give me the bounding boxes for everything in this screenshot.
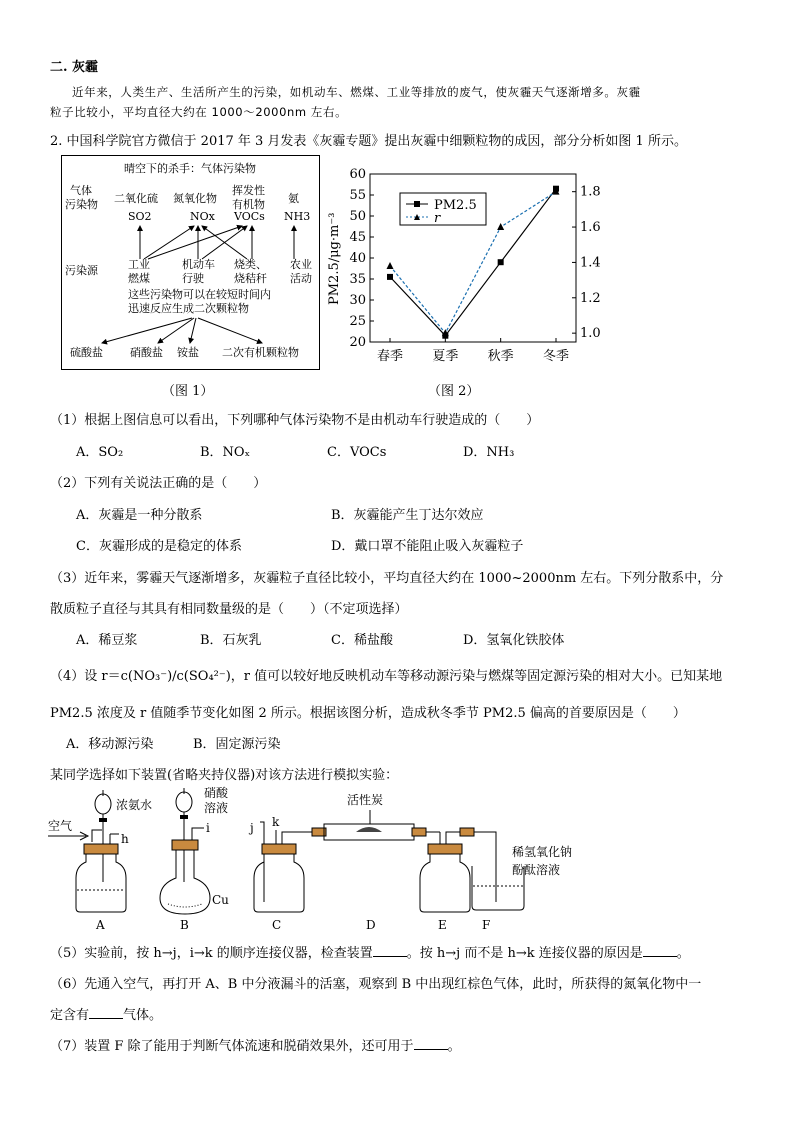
sub7-blank[interactable] [414, 1037, 448, 1050]
product-nitrate: 硝酸盐 [130, 346, 163, 359]
stopper-b [172, 840, 198, 850]
label-e: E [438, 918, 447, 932]
label-b: B [180, 918, 189, 932]
stopper-e [428, 844, 462, 854]
sub1-option-b: B．NOₓ [200, 445, 251, 460]
label-nitric-1: 硝酸 [204, 786, 229, 800]
funnel-a-bulb [95, 794, 111, 814]
figure-1 [61, 155, 320, 370]
product-sulfate: 硫酸盐 [70, 346, 103, 359]
data-point-pm25 [387, 274, 393, 280]
sub2-option-b: B．灰霾能产生丁达尔效应 [331, 508, 484, 523]
sub5-blank-2[interactable] [643, 944, 677, 957]
port-k: k [272, 815, 280, 829]
gas-label-1: 气体 [70, 184, 92, 197]
bottle-c [254, 854, 304, 912]
flask-b [160, 850, 210, 914]
gas-nox-name: 氮氧化物 [173, 192, 217, 205]
gas-label-2: 污染物 [65, 198, 98, 211]
sub3-line-1: （3）近年来，雾霾天气逐渐增多，灰霾粒子直径比较小，平均直径大约在 1000~2000nm 左右。下列分散系中，分 [50, 571, 724, 586]
question-2-text: 2. 中国科学院官方微信于 2017 年 3 月发表《灰霾专题》提出灰霾中细颗粒物的成因，部分分析如图 1 所示。 [50, 134, 687, 149]
bottle-a [76, 854, 126, 912]
y-axis-label: PM2.5/μg·m⁻³ [327, 212, 342, 305]
y-tick-label: 40 [349, 251, 366, 266]
section-title: 二. 灰霾 [50, 60, 99, 75]
port-j: j [250, 821, 254, 835]
y-tick-label: 45 [349, 230, 366, 245]
label-ammonia: 浓氨水 [116, 798, 153, 812]
y-tick-label: 25 [349, 314, 366, 329]
sub6-line-1: （6）先通入空气，再打开 A、B 中分液漏斗的活塞，观察到 B 中出现红棕色气体，此时，所获得的氮氧化物中一 [50, 977, 702, 992]
product-ammonium: 铵盐 [177, 346, 199, 359]
gas-so2-name: 二氧化硫 [114, 192, 158, 205]
formula-nox: NOx [190, 210, 215, 223]
y2-tick-label: 1.6 [580, 220, 601, 236]
experiment-intro: 某同学选择如下装置(省略夹持仪器)对该方法进行模拟实验： [50, 768, 399, 783]
sub1-option-a: A．SO₂ [76, 445, 124, 460]
label-naoh-2: 酚酞溶液 [512, 863, 561, 877]
sub3-option-c: C．稀盐酸 [331, 633, 393, 648]
legend-label-pm25: PM2.5 [434, 198, 477, 213]
connector-d-right [412, 828, 426, 836]
note-line-2: 迅速反应生成二次颗粒物 [128, 302, 249, 315]
legend-marker-pm25 [414, 201, 420, 207]
bottle-e [420, 854, 470, 912]
tube-b-out [192, 828, 204, 840]
label-cu: Cu [212, 893, 229, 907]
sub7-line [50, 1035, 461, 1054]
source-label: 污染源 [65, 264, 98, 277]
legend [400, 193, 486, 226]
intro-line-2: 粒子比较小，平均直径大约在 1000～2000nm 左右。 [50, 105, 348, 119]
y2-tick-label: 1.2 [580, 290, 601, 306]
intro-line-1: 近年来，人类生产、生活所产生的污染，如机动车、燃煤、工业等排放的废气，使灰霾天气逐渐增多。灰霾 [72, 85, 641, 99]
sub6-line-2 [50, 1004, 162, 1023]
sub5-text-2: 。按 h→j 而不是 h→k 连接仪器的原因是 [406, 946, 643, 961]
label-naoh-1: 稀氢氧化钠 [512, 845, 573, 859]
port-h: h [121, 832, 129, 846]
x-tick-label: 冬季 [542, 349, 570, 364]
label-a: A [96, 918, 105, 932]
tube-c-out [282, 832, 314, 844]
gas-nh3-name: 氨 [288, 192, 299, 205]
source-industry-1: 工业 [128, 258, 150, 271]
sub2-option-a: A．灰霾是一种分散系 [76, 508, 203, 523]
apparatus-diagram [44, 782, 604, 932]
y-tick-label: 35 [349, 272, 366, 287]
product-organic: 二次有机颗粒物 [222, 346, 299, 359]
label-c: C [272, 918, 282, 932]
data-point-r [387, 262, 394, 269]
sub7-text-1: （7）装置 F 除了能用于判断气体流速和脱硝效果外，还可用于 [50, 1039, 414, 1054]
source-burning-2: 烧秸秆 [234, 272, 267, 285]
sub1-text: （1）根据上图信息可以看出，下列哪种气体污染物不是由机动车行驶造成的（ ） [50, 413, 540, 428]
sub2-option-d: D．戴口罩不能阻止吸入灰霾粒子 [331, 539, 524, 554]
funnel-b-bulb [176, 792, 192, 812]
stopper-a [84, 844, 118, 854]
sub7-text-2: 。 [447, 1039, 461, 1054]
label-d: D [366, 918, 376, 932]
sub1-option-d: D．NH₃ [463, 445, 515, 460]
figure-1-diagram [62, 156, 319, 369]
source-burning-1: 烧类、 [234, 258, 267, 271]
sub5-text-1: （5）实验前，按 h→j，i→k 的顺序连接仪器，检查装置 [50, 946, 373, 961]
sub6-text-1: 定含有 [50, 1008, 90, 1023]
source-agri-2: 活动 [290, 272, 312, 285]
y2-tick-label: 1.8 [580, 184, 601, 200]
source-agri-1: 农业 [290, 258, 312, 271]
formula-so2: SO2 [128, 210, 152, 223]
sub5-line [50, 942, 690, 961]
sub3-option-b: B．石灰乳 [200, 633, 262, 648]
sub5-blank-1[interactable] [373, 944, 407, 957]
formula-nh3: NH3 [284, 210, 311, 223]
x-tick-label: 秋季 [487, 349, 514, 364]
figure-1-title: 晴空下的杀手：气体污染物 [124, 162, 256, 175]
sub4-option-a: A．移动源污染 [66, 737, 154, 752]
y-tick-label: 60 [349, 167, 366, 182]
sub3-option-d: D．氢氧化铁胶体 [463, 633, 565, 648]
legend-label-r: r [434, 211, 441, 226]
data-point-r [497, 223, 504, 230]
gas-vocs-name-1: 挥发性 [232, 184, 265, 197]
carbon-d [356, 827, 382, 832]
tube-f-in [474, 832, 496, 902]
y-tick-label: 20 [349, 335, 366, 350]
source-industry-2: 燃煤 [128, 272, 150, 285]
funnel-a-valve [99, 818, 107, 822]
source-vehicle-1: 机动车 [182, 258, 215, 271]
port-i: i [206, 821, 210, 835]
label-air: 空气 [48, 819, 73, 833]
x-tick-label: 春季 [376, 349, 404, 364]
y2-tick-label: 1.0 [580, 326, 601, 342]
formula-vocs: VOCs [234, 210, 265, 223]
y2-tick-label: 1.4 [580, 255, 601, 271]
figure-2-chart [322, 160, 622, 380]
sub4-line-2: PM2.5 浓度及 r 值随季节变化如图 2 所示。根据该图分析，造成秋冬季节 PM2.5 偏高的首要原因是（ ） [50, 706, 686, 721]
data-point-pm25 [498, 259, 504, 265]
figure-2-caption: （图 2） [428, 384, 480, 399]
sub2-text: （2）下列有关说法正确的是（ ） [50, 476, 267, 491]
y-tick-label: 30 [349, 293, 366, 308]
gas-vocs-name-2: 有机物 [232, 198, 265, 211]
note-line-1: 这些污染物可以在较短时间内 [128, 288, 271, 301]
sub1-option-c: C．VOCs [327, 445, 387, 460]
sub4-option-b: B．固定源污染 [193, 737, 281, 752]
sub4-line-1: （4）设 r＝c(NO₃⁻)/c(SO₄²⁻)，r 值可以较好地反映机动车等移动源污染与燃煤等固定源污染的相对大小。已知某地 [50, 669, 723, 684]
sub5-text-3: 。 [676, 946, 690, 961]
x-tick-label: 夏季 [432, 349, 459, 364]
sub3-line-2: 散质粒子直径与其具有相同数量级的是（ ）（不定项选择） [50, 602, 408, 617]
y-tick-label: 55 [349, 188, 366, 203]
label-carbon: 活性炭 [347, 793, 384, 807]
figure-1-caption: （图 1） [162, 384, 214, 399]
sub3-option-a: A．稀豆浆 [76, 633, 138, 648]
stopper-c [262, 844, 296, 854]
tube-a-in [92, 830, 102, 842]
source-vehicle-2: 行驶 [182, 272, 204, 285]
label-nitric-2: 溶液 [204, 801, 229, 815]
sub2-option-c: C．灰霾形成的是稳定的体系 [76, 539, 242, 554]
y-tick-label: 50 [349, 209, 366, 224]
copper-b [168, 904, 202, 907]
sub6-text-2: 气体。 [123, 1008, 163, 1023]
label-f: F [482, 918, 491, 932]
sub6-blank[interactable] [89, 1006, 123, 1019]
